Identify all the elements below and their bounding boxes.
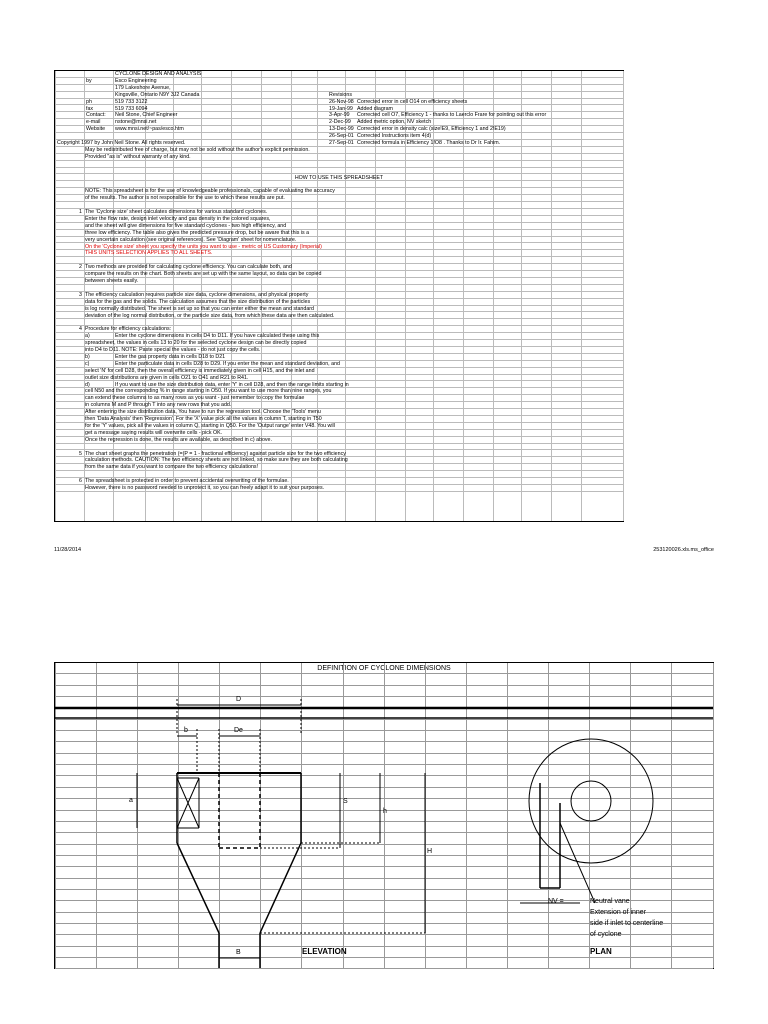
instruction-text: of the results. The author is not responsible for the use to which these results are put. — [85, 195, 285, 202]
instruction-text: is log normally distributed. The sheet is set up so that you can enter either the mean and standard — [85, 305, 314, 312]
instruction-row — [55, 216, 623, 223]
instruction-text: The 'Cyclone size' sheet calculates dimensions for various standard cyclones. — [85, 209, 268, 215]
instruction-row — [55, 292, 623, 299]
instruction-row — [55, 285, 623, 292]
instruction-text: Provided "as is" without warranty of any kind. — [85, 153, 191, 160]
instruction-row — [55, 478, 623, 485]
header-cell: 519 733 6094 — [115, 105, 148, 112]
instruction-text: Once the regression is done, the results are available, as described in c) above. — [85, 436, 272, 443]
instruction-row — [55, 237, 623, 244]
instruction-row — [55, 402, 623, 409]
instruction-row — [55, 388, 623, 395]
instruction-text: cell N50 and the corresponding % in range starting in O50. If you want to use more than nine ranges, you — [85, 388, 332, 395]
header-cell: Corrected formula in Efficiency 1!O8 . Thanks to Dr Ir. Fahim. — [357, 140, 501, 146]
instruction-row — [55, 195, 623, 202]
header-cell: Website — [86, 126, 106, 133]
header-cell: 26-Nov-98 — [329, 98, 354, 105]
instruction-text: can extend these columns to as many rows as you want - just remember to copy the formulae — [85, 395, 305, 402]
header-cell: www.mnsi.net/~pas/esco.htm — [115, 126, 184, 133]
header-row — [55, 112, 623, 119]
instruction-text: The efficiency calculation requires particle size data, cyclone dimensions, and physical property — [85, 291, 309, 298]
diagram-title: DEFINITION OF CYCLONE DIMENSIONS — [317, 665, 451, 672]
instruction-text: and the sheet will give dimensions for five standard cyclones - two high efficiency, and — [85, 222, 287, 229]
label-s: S — [343, 798, 348, 805]
instruction-row — [55, 451, 623, 458]
instructions-sheet — [54, 70, 624, 522]
header-cell: Esco Engineering — [115, 77, 157, 84]
instruction-text: outlet size distributions are given in cells O21 to O41 and R21 to R41. — [85, 374, 249, 381]
header-cell: 179 Lakeshore Avenue, — [115, 84, 171, 91]
grid-column-line — [623, 71, 624, 521]
instruction-row — [55, 354, 623, 361]
item-number: 5 — [79, 450, 82, 457]
header-cell: nstone@mnsi.net — [115, 119, 157, 126]
label-nv-desc: of cyclone — [590, 931, 622, 938]
grid-column-line — [713, 663, 714, 968]
label-hh: H — [427, 848, 433, 855]
instruction-row — [55, 485, 623, 492]
instruction-text: into D4 to D11. NOTE: Paste special the values - do not just copy the cells. — [85, 347, 261, 353]
header-cell: Corrected Instructions item 4(d) — [357, 133, 432, 140]
instruction-text: compare the results on the chart. Both sheets are set up with the same layout, so data can be copied — [85, 271, 322, 278]
label-plan: PLAN — [590, 947, 612, 956]
header-cell: fax — [86, 105, 94, 112]
instruction-row — [55, 154, 623, 161]
header-row — [55, 106, 623, 113]
sub-item-label: c) — [85, 360, 90, 367]
instruction-text: Two methods are provided for calculating cyclone efficiency. You can calculate both, and — [85, 264, 292, 271]
instruction-row — [55, 382, 623, 389]
instruction-row — [55, 319, 623, 326]
instruction-text: data for the gas and the solids. The calculation assumes that the size distribution of the particles — [85, 298, 311, 305]
instruction-text: On the 'Cyclone size' sheet you specify the units you want to use - metric or US Customary (Imperial) — [85, 243, 322, 250]
instruction-text: The spreadsheet is protected in order to prevent accidental overwriting of the formulae. — [85, 478, 289, 485]
instruction-text: NOTE: This spreadsheet is for the use of knowledgeable professionals, capable of evaluating the accuracy — [85, 188, 335, 195]
label-de: De — [234, 727, 243, 734]
header-cell: ph — [86, 98, 92, 105]
cone-wall — [260, 843, 301, 933]
header-cell: 19-Jan-99 — [329, 105, 353, 112]
label-h: h — [383, 808, 387, 815]
header-row — [55, 133, 623, 140]
instruction-row — [55, 437, 623, 444]
item-number: 6 — [79, 478, 82, 485]
plan-inner-circle — [571, 781, 611, 821]
instruction-row — [55, 457, 623, 464]
instruction-text: THIS UNITS SELECTION APPLIES TO ALL SHEETS. — [85, 250, 213, 257]
instruction-text: deviation of the log normal distribution, or the particle size data, from which these data are then calculated. — [85, 312, 335, 319]
item-number: 4 — [79, 326, 82, 333]
instruction-row — [55, 271, 623, 278]
instruction-row — [55, 278, 623, 285]
header-cell: Revisions — [329, 91, 352, 98]
item-number: 1 — [79, 209, 82, 215]
header-cell: Neil Stone, Chief Engineer — [115, 112, 178, 119]
instruction-row — [55, 299, 623, 306]
instruction-text: Enter the cyclone dimensions in cells D4 to D11. If you have calculated these using this — [115, 333, 320, 340]
header-row — [55, 78, 623, 85]
header-cell: Kingsville, Ontario N9Y 3J2 Canada — [115, 91, 200, 98]
header-cell: 27-Sep-01 — [329, 140, 354, 146]
instruction-text: After entering the size distribution data, You have to run the regression tool. Choose the 'Tools' menu — [85, 409, 321, 416]
header-row — [55, 71, 623, 78]
header-cell: 13-Dec-99 — [329, 126, 354, 133]
instruction-text: then 'Data Analysis' then 'Regression'. For the 'X' value pick all the values in column T, starting in T50 — [85, 416, 322, 422]
header-row — [55, 92, 623, 99]
header-row — [55, 140, 623, 147]
instruction-row — [55, 326, 623, 333]
instruction-text: in columns M and P through T into any new rows that you add. — [85, 402, 232, 409]
header-cell: by — [86, 77, 92, 84]
footer-date: 11/28/2014 — [54, 547, 82, 553]
instruction-row — [55, 423, 623, 430]
instruction-row — [55, 464, 623, 471]
instruction-row — [55, 471, 623, 478]
instruction-text: Enter the gas property data in cells D18 to D21 — [115, 353, 226, 360]
instruction-text: However, there is no password needed to unprotect it, so you can freely adapt it to suit your purposes. — [85, 485, 325, 491]
instruction-text: spreadsheet, the values in cells 13 to 20 for the selected cyclone design can be directly copied — [85, 340, 307, 347]
header-cell: CYCLONE DESIGN AND ANALYSIS — [115, 71, 202, 77]
header-cell: Contact: — [86, 112, 106, 119]
instruction-text: Enter the particulate data in cells D28 to D29. If you enter the mean and standard deviation, and — [115, 360, 340, 367]
instruction-text: Enter the flow rate, design inlet velocity and gas density in the colored squares, — [85, 215, 271, 222]
instruction-text: for the 'Y' values, pick all the values in column Q, starting in Q50. For the 'Output range' enter V48. You will — [85, 422, 335, 429]
instruction-text: May be redistributed free of charge, but may not be sold without the author's explicit permission. — [85, 146, 310, 153]
header-cell: Added diagram — [357, 105, 393, 112]
instruction-text: calculation methods. CAUTION: The two efficiency sheets are not linked, so make sure they are both calculating — [85, 457, 348, 464]
instruction-text: three low efficiency. The table also gives the predicted pressure drop, but be aware that this is a — [85, 229, 310, 236]
instruction-row — [55, 168, 623, 175]
label-d: D — [236, 696, 242, 703]
header-row — [55, 119, 623, 126]
header-row — [55, 99, 623, 106]
plan-outer-circle — [529, 739, 653, 863]
instruction-row — [55, 223, 623, 230]
instruction-row — [55, 250, 623, 257]
instruction-row — [55, 340, 623, 347]
instruction-row — [55, 147, 623, 154]
instruction-row — [55, 409, 623, 416]
instruction-row — [55, 333, 623, 340]
instruction-row — [55, 347, 623, 354]
instruction-row — [55, 230, 623, 237]
instruction-row — [55, 430, 623, 437]
header-row — [55, 85, 623, 92]
instruction-text: very uncertain calculation (see original references). See 'Diagram' sheet for nomenclature. — [85, 236, 297, 243]
header-cell: Corrected error in density calc (size!E9, Efficiency 1 and 2!E19) — [357, 126, 506, 133]
instruction-row — [55, 257, 623, 264]
header-row — [55, 126, 623, 133]
instruction-row — [55, 361, 623, 368]
instruction-row — [55, 416, 623, 423]
instruction-row — [55, 209, 623, 216]
instruction-row — [55, 306, 623, 313]
instruction-text: from the same data if you want to compare the two efficiency calculations! — [85, 464, 259, 471]
instruction-row — [55, 175, 623, 182]
header-cell: 26-Sep-01 — [329, 133, 354, 140]
instruction-text: HOW TO USE THIS SPREADSHEET — [294, 174, 384, 181]
instruction-row — [55, 202, 623, 209]
instruction-row — [55, 313, 623, 320]
instruction-row — [55, 188, 623, 195]
instruction-row — [55, 395, 623, 402]
sub-item-label: b) — [85, 353, 90, 360]
instruction-row — [55, 264, 623, 271]
sub-item-label: d) — [85, 381, 90, 388]
diagram-sheet — [54, 662, 714, 969]
instruction-text: between sheets easily. — [85, 278, 139, 284]
label-nv-desc: side if inlet to centerline — [590, 920, 664, 927]
cone-wall — [177, 843, 219, 933]
label-bb: B — [236, 949, 241, 956]
header-cell: Copyright 1997 by John Neil Stone. All rights reserved. — [57, 140, 186, 146]
instruction-row — [55, 375, 623, 382]
instruction-row — [55, 368, 623, 375]
label-elevation: ELEVATION — [302, 947, 347, 956]
footer-filename: 253120026.xls.ms_office — [653, 547, 714, 553]
header-cell: Corrected cell O7, Efficiency 1 - thanks to Laerclo Frare for pointing out this error — [357, 112, 547, 119]
instruction-text: If you want to use the size distribution data, enter 'Y' in cell D28, and then the range limits starting in — [115, 381, 349, 388]
header-cell: 3-Apr-99 — [329, 112, 350, 119]
label-neutral-vane: Neutral vane — [590, 898, 630, 905]
instruction-text: get a message saying results will overwrite cells - pick OK. — [85, 429, 223, 436]
instruction-text: The chart sheet graphs the penetration (=(P = 1 - fractional efficiency) against particle size for the two efficiency — [85, 450, 346, 457]
label-b: b — [184, 727, 188, 734]
instruction-text: select 'N' for cell D28, then the overall efficiency is immediately given in cell H15, and the inlet and — [85, 367, 315, 374]
instruction-row — [55, 161, 623, 168]
label-nv-desc: Extension of inner — [590, 909, 647, 916]
instruction-row — [55, 244, 623, 251]
item-number: 3 — [79, 291, 82, 298]
label-nv: NV = — [548, 898, 564, 905]
header-cell: 519 733 3122 — [115, 98, 148, 105]
header-cell: 2-Dec-99 — [329, 119, 351, 126]
header-cell: Added metric option, NV sketch — [357, 119, 432, 126]
header-cell: e-mail — [86, 119, 101, 126]
instruction-row — [55, 444, 623, 451]
item-number: 2 — [79, 264, 82, 271]
label-a: a — [129, 797, 133, 804]
header-cell: Corrected error in cell O14 on efficiency sheets — [357, 98, 468, 105]
sub-item-label: a) — [85, 333, 90, 340]
instruction-row — [55, 181, 623, 188]
instruction-text: Procedure for efficiency calculations: — [85, 326, 172, 333]
